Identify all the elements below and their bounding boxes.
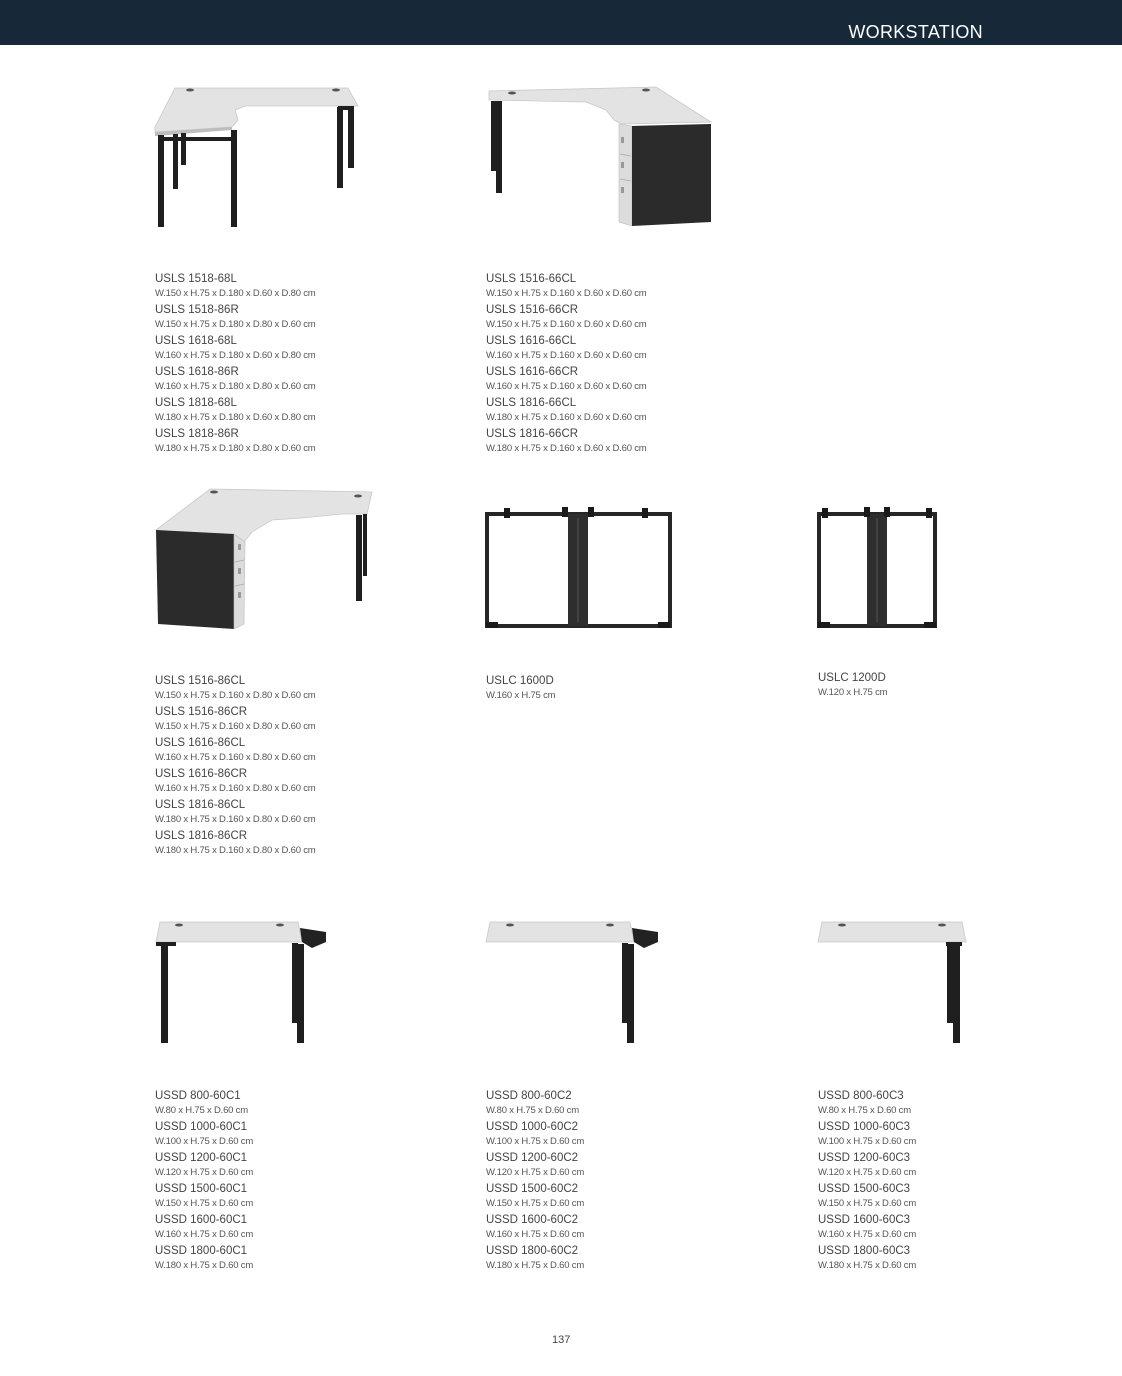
model-code: USSD 1200-60C2 bbox=[486, 1152, 579, 1164]
dimensions: W.160 x H.75 x D.160 x D.80 x D.60 cm bbox=[155, 752, 316, 763]
dimensions: W.160 x H.75 x D.160 x D.80 x D.60 cm bbox=[155, 783, 316, 794]
dimensions: W.160 x H.75 x D.60 cm bbox=[818, 1229, 917, 1240]
single-desk-c2-illustration bbox=[484, 918, 664, 1048]
model-code: USLS 1816-66CL bbox=[486, 397, 577, 409]
dimensions: W.80 x H.75 x D.60 cm bbox=[486, 1105, 579, 1116]
dimensions: W.150 x H.75 x D.160 x D.60 x D.60 cm bbox=[486, 319, 647, 330]
dimensions: W.160 x H.75 x D.180 x D.80 x D.60 cm bbox=[155, 381, 316, 392]
dimensions: W.160 x H.75 cm bbox=[486, 690, 556, 701]
model-code: USLS 1616-66CR bbox=[486, 366, 579, 378]
model-code: USSD 1800-60C2 bbox=[486, 1245, 579, 1257]
dimensions: W.160 x H.75 x D.60 cm bbox=[486, 1229, 585, 1240]
dimensions: W.120 x H.75 cm bbox=[818, 687, 888, 698]
model-code: USSD 1000-60C2 bbox=[486, 1121, 579, 1133]
model-code: USLS 1516-66CR bbox=[486, 304, 579, 316]
model-code: USSD 1800-60C3 bbox=[818, 1245, 911, 1257]
dimensions: W.180 x H.75 x D.60 cm bbox=[818, 1260, 917, 1271]
dimensions: W.100 x H.75 x D.60 cm bbox=[818, 1136, 917, 1147]
model-code: USLS 1816-86CL bbox=[155, 799, 246, 811]
dimensions: W.80 x H.75 x D.60 cm bbox=[818, 1105, 911, 1116]
model-code: USLS 1518-86R bbox=[155, 304, 239, 316]
model-code: USSD 1000-60C3 bbox=[818, 1121, 911, 1133]
model-code: USLS 1616-86CL bbox=[155, 737, 246, 749]
dimensions: W.120 x H.75 x D.60 cm bbox=[486, 1167, 585, 1178]
spec-list-ussd-c2 bbox=[486, 1089, 584, 1275]
spec-list-uslc-1200 bbox=[818, 671, 887, 702]
l-desk-66-illustration bbox=[486, 84, 716, 229]
model-code: USLS 1516-66CL bbox=[486, 273, 577, 285]
model-code: USSD 800-60C1 bbox=[155, 1090, 241, 1102]
model-code: USSD 1200-60C3 bbox=[818, 1152, 911, 1164]
dimensions: W.180 x H.75 x D.60 cm bbox=[155, 1260, 254, 1271]
model-code: USLC 1600D bbox=[486, 675, 554, 687]
model-code: USSD 1800-60C1 bbox=[155, 1245, 248, 1257]
model-code: USLS 1616-86CR bbox=[155, 768, 248, 780]
model-code: USSD 1600-60C3 bbox=[818, 1214, 911, 1226]
dimensions: W.120 x H.75 x D.60 cm bbox=[818, 1167, 917, 1178]
model-code: USLS 1516-86CL bbox=[155, 675, 246, 687]
dimensions: W.180 x H.75 x D.160 x D.80 x D.60 cm bbox=[155, 845, 316, 856]
spec-list-usls-68 bbox=[155, 272, 316, 458]
page-title: WORKSTATION bbox=[848, 22, 983, 42]
dimensions: W.180 x H.75 x D.60 cm bbox=[486, 1260, 585, 1271]
frame-1600-illustration bbox=[484, 504, 674, 630]
single-desk-c1-illustration bbox=[152, 918, 332, 1048]
spec-list-ussd-c1 bbox=[155, 1089, 253, 1275]
dimensions: W.180 x H.75 x D.160 x D.60 x D.60 cm bbox=[486, 443, 647, 454]
dimensions: W.150 x H.75 x D.60 cm bbox=[155, 1198, 254, 1209]
dimensions: W.150 x H.75 x D.60 cm bbox=[486, 1198, 585, 1209]
spec-list-uslc-1600 bbox=[486, 674, 555, 705]
model-code: USSD 1500-60C3 bbox=[818, 1183, 911, 1195]
model-code: USSD 1500-60C1 bbox=[155, 1183, 248, 1195]
spec-list-usls-66 bbox=[486, 272, 647, 458]
dimensions: W.80 x H.75 x D.60 cm bbox=[155, 1105, 248, 1116]
model-code: USSD 1600-60C1 bbox=[155, 1214, 248, 1226]
dimensions: W.160 x H.75 x D.160 x D.60 x D.60 cm bbox=[486, 350, 647, 361]
spec-list-usls-86 bbox=[155, 674, 316, 860]
dimensions: W.180 x H.75 x D.180 x D.60 x D.80 cm bbox=[155, 412, 316, 423]
frame-1200-illustration bbox=[816, 504, 940, 630]
model-code: USSD 1000-60C1 bbox=[155, 1121, 248, 1133]
model-code: USSD 1200-60C1 bbox=[155, 1152, 248, 1164]
dimensions: W.150 x H.75 x D.180 x D.60 x D.80 cm bbox=[155, 288, 316, 299]
model-code: USLS 1816-66CR bbox=[486, 428, 579, 440]
model-code: USLS 1818-86R bbox=[155, 428, 239, 440]
dimensions: W.100 x H.75 x D.60 cm bbox=[155, 1136, 254, 1147]
dimensions: W.150 x H.75 x D.180 x D.80 x D.60 cm bbox=[155, 319, 316, 330]
dimensions: W.180 x H.75 x D.160 x D.80 x D.60 cm bbox=[155, 814, 316, 825]
model-code: USLS 1516-86CR bbox=[155, 706, 248, 718]
model-code: USLS 1518-68L bbox=[155, 273, 237, 285]
dimensions: W.160 x H.75 x D.180 x D.60 x D.80 cm bbox=[155, 350, 316, 361]
model-code: USLS 1818-68L bbox=[155, 397, 237, 409]
model-code: USSD 1500-60C2 bbox=[486, 1183, 579, 1195]
dimensions: W.150 x H.75 x D.60 cm bbox=[818, 1198, 917, 1209]
l-desk-86-illustration bbox=[152, 484, 377, 634]
model-code: USLS 1618-68L bbox=[155, 335, 237, 347]
model-code: USLS 1816-86CR bbox=[155, 830, 248, 842]
model-code: USSD 1600-60C2 bbox=[486, 1214, 579, 1226]
dimensions: W.180 x H.75 x D.160 x D.60 x D.60 cm bbox=[486, 412, 647, 423]
model-code: USSD 800-60C3 bbox=[818, 1090, 904, 1102]
dimensions: W.150 x H.75 x D.160 x D.80 x D.60 cm bbox=[155, 721, 316, 732]
dimensions: W.100 x H.75 x D.60 cm bbox=[486, 1136, 585, 1147]
page-number: 137 bbox=[552, 1334, 571, 1346]
single-desk-c3-illustration bbox=[816, 918, 976, 1048]
model-code: USLC 1200D bbox=[818, 672, 886, 684]
l-desk-68-illustration bbox=[150, 80, 370, 235]
dimensions: W.150 x H.75 x D.160 x D.80 x D.60 cm bbox=[155, 690, 316, 701]
dimensions: W.120 x H.75 x D.60 cm bbox=[155, 1167, 254, 1178]
model-code: USLS 1618-86R bbox=[155, 366, 239, 378]
spec-list-ussd-c3 bbox=[818, 1089, 916, 1275]
dimensions: W.160 x H.75 x D.160 x D.60 x D.60 cm bbox=[486, 381, 647, 392]
model-code: USSD 800-60C2 bbox=[486, 1090, 572, 1102]
dimensions: W.180 x H.75 x D.180 x D.80 x D.60 cm bbox=[155, 443, 316, 454]
model-code: USLS 1616-66CL bbox=[486, 335, 577, 347]
dimensions: W.160 x H.75 x D.60 cm bbox=[155, 1229, 254, 1240]
dimensions: W.150 x H.75 x D.160 x D.60 x D.60 cm bbox=[486, 288, 647, 299]
